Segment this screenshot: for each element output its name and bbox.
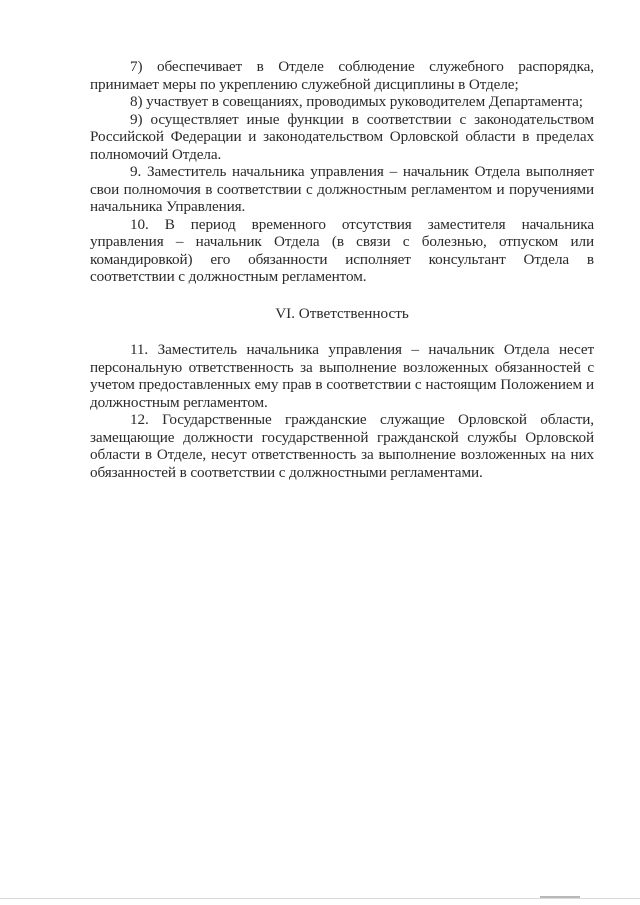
paragraph-clause-9: 9. Заместитель начальника управления – начальник Отдела выполняет свои полномочия в соответствии с должностным регламентом и поручениями начальника Управления. bbox=[90, 163, 594, 215]
paragraph-item-7: 7) обеспечивает в Отделе соблюдение служебного распорядка, принимает меры по укреплению служебной дисциплины в Отделе; bbox=[90, 58, 594, 93]
scan-mark bbox=[540, 896, 580, 898]
paragraph-clause-11: 11. Заместитель начальника управления – начальник Отдела несет персональную ответственность за выполнение возложенных обязанностей с учетом предоставленных ему прав в соответствии с настоящим Положением и должностным регламентом. bbox=[90, 341, 594, 411]
paragraph-clause-12: 12. Государственные гражданские служащие Орловской области, замещающие должности государственной гражданской службы Орловской области в Отделе, несут ответственность за выполнение возложенных на них обязанностей в соответствии с должностными регламентами. bbox=[90, 411, 594, 481]
paragraph-item-9-sub: 9) осуществляет иные функции в соответствии с законодательством Российской Федерации и законодательством Орловской области в пределах полномочий Отдела. bbox=[90, 110, 594, 163]
paragraph-clause-10: 10. В период временного отсутствия заместителя начальника управления – начальник Отдела (в связи с болезнью, отпуском или командировкой) его обязанности исполняет консультант Отдела в соответствии с должностным регламентом. bbox=[90, 215, 594, 285]
page-bottom-edge bbox=[0, 898, 640, 899]
paragraph-item-8: 8) участвует в совещаниях, проводимых руководителем Департамента; bbox=[130, 93, 583, 110]
document-page bbox=[90, 58, 594, 481]
section-heading: VI. Ответственность bbox=[275, 304, 409, 322]
